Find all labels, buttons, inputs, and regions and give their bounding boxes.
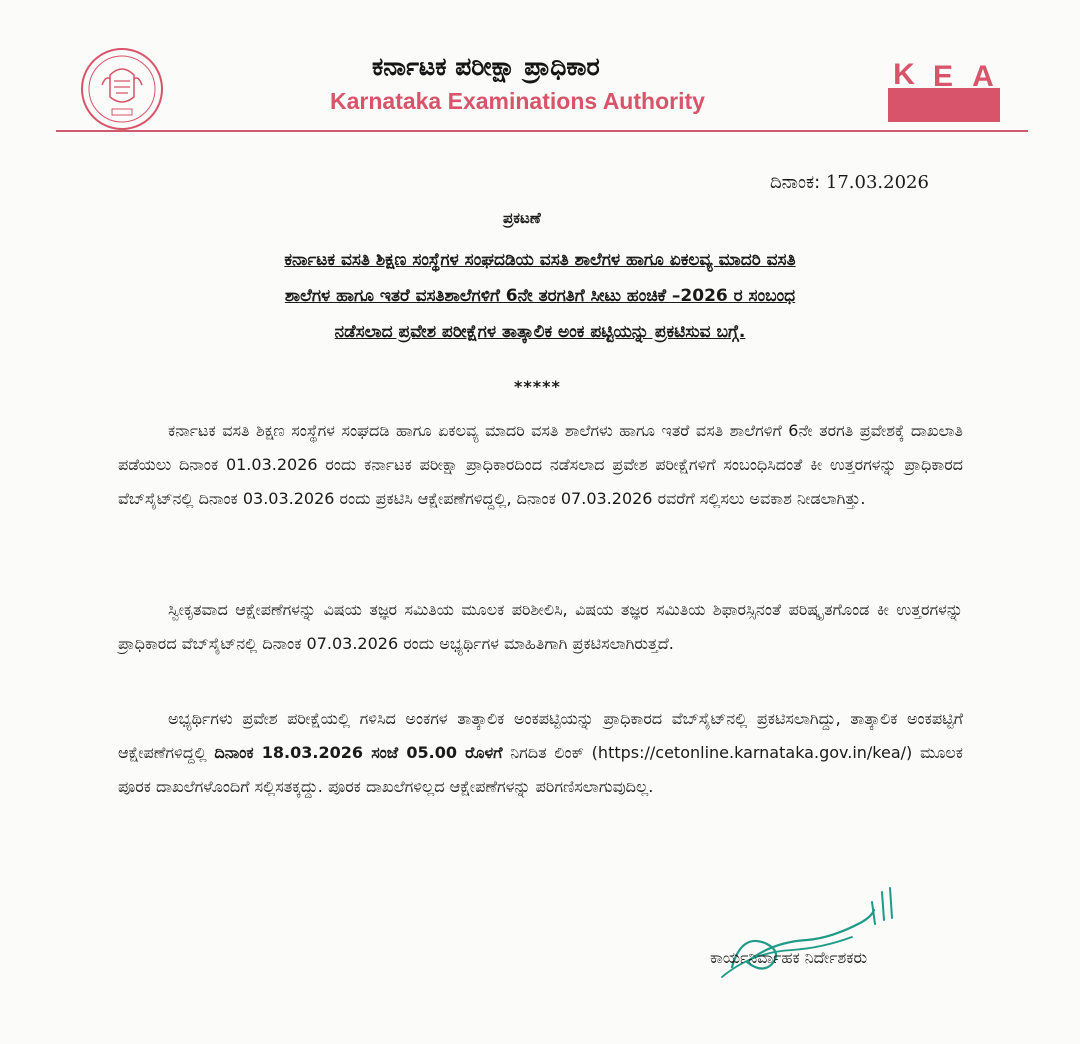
paragraph-3-text-a: ಅಭ್ಯರ್ಥಿಗಳು ಪ್ರವೇಶ ಪರೀಕ್ಷೆಯಲ್ಲಿ ಗಳಿಸಿದ ಅಂಕಗಳ ತಾತ್ಕಾಲಿಕ ಅಂಕಪಟ್ಟಿಯನ್ನು ಪ್ರಾಧಿಕಾರದ ವೆಬ್‌ಸೈಟ್‌ನಲ್ಲಿ ಪ್ರಕಟಿಸಲಾಗಿದ್ದು, ತಾತ್ಕಾಲಿಕ ಅಂಕಪಟ್ಟಿಗೆ ಆಕ್ಷೇಪಣೆಗಳಿದ್ದಲ್ಲಿ — [118, 709, 963, 762]
paragraph-2 — [118, 593, 963, 661]
subject-line: ನಡೆಸಲಾದ ಪ್ರವೇಶ ಪರೀಕ್ಷೆಗಳ ತಾತ್ಕಾಲಿಕ ಅಂಕ ಪಟ್ಟಿಯನ್ನು ಪ್ರಕಟಿಸುವ ಬಗ್ಗೆ. — [334, 322, 746, 342]
paragraph-1-text: ಕರ್ನಾಟಕ ವಸತಿ ಶಿಕ್ಷಣ ಸಂಸ್ಥೆಗಳ ಸಂಘದಡಿ ಹಾಗೂ ಏಕಲವ್ಯ ಮಾದರಿ ವಸತಿ ಶಾಲೆಗಳು ಹಾಗೂ ಇತರೆ ವಸತಿ ಶಾಲೆಗಳಿಗೆ 6ನೇ ತರಗತಿ ಪ್ರವೇಶಕ್ಕೆ ದಾಖಲಾತಿ ಪಡೆಯಲು ದಿನಾಂಕ 01.03.2026 ರಂದು ಕರ್ನಾಟಕ ಪರೀಕ್ಷಾ ಪ್ರಾಧಿಕಾರದಿಂದ ನಡೆಸಲಾದ ಪ್ರವೇಶ ಪರೀಕ್ಷೆಗಳಿಗೆ ಸಂಬಂಧಿಸಿದಂತೆ ಕೀ ಉತ್ತರಗಳನ್ನು ಪ್ರಾಧಿಕಾರದ ವೆಬ್‌ಸೈಟ್‌ನಲ್ಲಿ ದಿನಾಂಕ 03.03.2026 ರಂದು ಪ್ರಕಟಿಸಿ ಆಕ್ಷೇಪಣೆಗಳಿದ್ದಲ್ಲಿ, ದಿನಾಂಕ 07.03.2026 ರವರೆಗೆ ಸಲ್ಲಿಸಲು ಅವಕಾಶ ನೀಡಲಾಗಿತ್ತು. — [118, 421, 963, 508]
authority-title-kannada: ಕರ್ನಾಟಕ ಪರೀಕ್ಷಾ ಪ್ರಾಧಿಕಾರ — [372, 52, 600, 81]
paragraph-2-text: ಸ್ವೀಕೃತವಾದ ಆಕ್ಷೇಪಣೆಗಳನ್ನು ವಿಷಯ ತಜ್ಞರ ಸಮಿತಿಯ ಮೂಲಕ ಪರಿಶೀಲಿಸಿ, ವಿಷಯ ತಜ್ಞರ ಸಮಿತಿಯ ಶಿಫಾರಸ್ಸಿನಂತೆ ಪರಿಷ್ಕೃತಗೊಂಡ ಕೀ ಉತ್ತರಗಳನ್ನು ಪ್ರಾಧಿಕಾರದ ವೆಬ್‌ಸೈಟ್‌ನಲ್ಲಿ ದಿನಾಂಕ 07.03.2026 ರಂದು ಅಭ್ಯರ್ಥಿಗಳ ಮಾಹಿತಿಗಾಗಿ ಪ್ರಕಟಿಸಲಾಗಿರುತ್ತದೆ. — [118, 600, 963, 653]
paragraph-3-text-b: ನಿಗದಿತ ಲಿಂಕ್ (https://cetonline.karnataka.gov.in/kea/) ಮೂಲಕ ಪೂರಕ ದಾಖಲೆಗಳೊಂದಿಗೆ ಸಲ್ಲಿಸತಕ್ಕದ್ದು. ಪೂರಕ ದಾಖಲೆಗಳಿಲ್ಲದ ಆಕ್ಷೇಪಣೆಗಳನ್ನು ಪರಿಗಣಿಸಲಾಗುವುದಿಲ್ಲ. — [118, 743, 963, 796]
date-label: ದಿನಾಂಕ: — [770, 172, 821, 193]
separator-stars: ***** — [514, 377, 561, 396]
karnataka-government-seal — [80, 45, 164, 133]
kea-logo-letter-e: E — [932, 60, 954, 93]
paragraph-3-deadline: ದಿನಾಂಕ 18.03.2026 ಸಂಜೆ 05.00 ರೊಳಗೆ — [214, 743, 503, 762]
handwritten-signature — [712, 882, 912, 992]
paragraph-3 — [118, 702, 963, 804]
kea-logo-letter-a: A — [972, 60, 994, 93]
kea-logo — [888, 50, 1000, 122]
date-value: 17.03.2026 — [825, 172, 929, 193]
subject-line: ಕರ್ನಾಟಕ ವಸತಿ ಶಿಕ್ಷಣ ಸಂಸ್ಥೆಗಳ ಸಂಘದಡಿಯ ವಸತಿ ಶಾಲೆಗಳ ಹಾಗೂ ಏಕಲವ್ಯ ಮಾದರಿ ವಸತಿ — [284, 250, 796, 270]
signatory-designation: ಕಾರ್ಯನಿರ್ವಾಹಕ ನಿರ್ದೇಶಕರು — [710, 948, 868, 967]
header-divider — [56, 130, 1028, 132]
kea-logo-letter-k: K — [893, 58, 915, 91]
authority-title-english: Karnataka Examinations Authority — [330, 88, 705, 114]
notice-subject — [120, 242, 960, 350]
notice-date — [770, 172, 929, 193]
notice-heading: ಪ್ರಕಟಣೆ — [503, 209, 541, 227]
subject-line: ಶಾಲೆಗಳ ಹಾಗೂ ಇತರೆ ವಸತಿಶಾಲೆಗಳಿಗೆ 6ನೇ ತರಗತಿಗೆ ಸೀಟು ಹಂಚಿಕೆ –2026 ರ ಸಂಬಂಧ — [284, 286, 796, 306]
paragraph-1 — [118, 414, 963, 516]
